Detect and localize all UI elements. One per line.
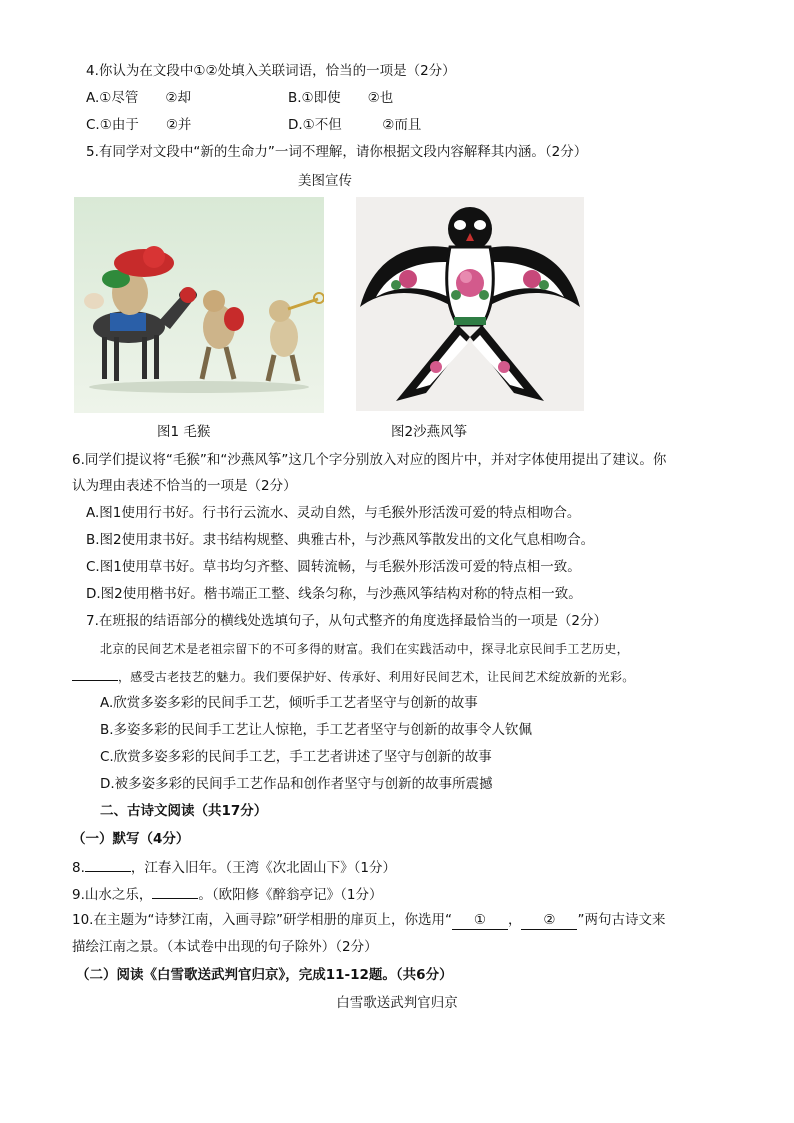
q8-line <box>72 857 396 877</box>
q9-tail: 。（欧阳修《醉翁亭记》（1分） <box>198 887 383 903</box>
poem-title: 白雪歌送武判官归京 <box>336 995 458 1011</box>
q10-line1 <box>72 911 665 930</box>
q7-passage-line2 <box>72 666 635 686</box>
q7-fill-blank <box>72 666 118 681</box>
section2-part2-title: （二）阅读《白雪歌送武判官归京》，完成11-12题。（共6分） <box>76 967 453 983</box>
q10-line2: 描绘江南之景。（本试卷中出现的句子除外）（2分） <box>72 939 378 955</box>
q4-option-b: B.①即使 ②也 <box>288 90 394 106</box>
q6-stem-line2: 认为理由表述不恰当的一项是（2分） <box>72 478 297 494</box>
image-section-title: 美图宣传 <box>298 173 352 189</box>
figure1-caption: 图1 毛猴 <box>157 424 211 440</box>
q8-number: 8. <box>72 860 85 876</box>
q7-passage-line2-text: ，感受古老技艺的魅力。我们要保护好、传承好、利用好民间艺术，让民间艺术绽放新的光彩。 <box>118 670 635 684</box>
q7-option-a: A.欣赏多姿多彩的民间手工艺，倾听手工艺者坚守与创新的故事 <box>100 695 478 711</box>
q8-blank <box>85 857 131 872</box>
q6-option-d: D.图2使用楷书好。楷书端正工整、线条匀称，与沙燕风筝结构对称的特点相一致。 <box>86 586 582 602</box>
q6-option-b: B.图2使用隶书好。隶书结构规整、典雅古朴，与沙燕风筝散发出的文化气息相吻合。 <box>86 532 595 548</box>
q4-option-c: C.①由于 ②并 <box>86 117 192 133</box>
q6-option-a: A.图1使用行书好。行书行云流水、灵动自然，与毛猴外形活泼可爱的特点相吻合。 <box>86 505 581 521</box>
q10-text-end: ”两句古诗文来 <box>577 912 666 928</box>
q7-option-b: B.多姿多彩的民间手工艺让人惊艳，手工艺者坚守与创新的故事令人钦佩 <box>100 722 533 738</box>
q7-option-d: D.被多姿多彩的民间手工艺作品和创作者坚守与创新的故事所震撼 <box>100 776 493 792</box>
figure-sha-yan-kite-image <box>356 197 584 411</box>
figure2-caption: 图2沙燕风筝 <box>391 424 468 440</box>
q10-comma: ， <box>507 912 522 928</box>
q4-option-a: A.①尽管 ②却 <box>86 90 191 106</box>
q10-blank-1: ① <box>452 911 508 930</box>
q9-blank <box>152 884 198 899</box>
figure-mao-hou-image <box>74 197 324 413</box>
section2-part1-title: （一）默写（4分） <box>72 831 190 847</box>
section2-title: 二、古诗文阅读（共17分） <box>100 803 268 819</box>
q6-stem-line1: 6.同学们提议将“毛猴”和“沙燕风筝”这几个字分别放入对应的图片中，并对字体使用提出了建议。你 <box>72 452 667 468</box>
q9-line <box>72 884 382 904</box>
q6-option-c: C.图1使用草书好。草书均匀齐整、圆转流畅，与毛猴外形活泼可爱的特点相一致。 <box>86 559 581 575</box>
q9-text: 9.山水之乐， <box>72 887 153 903</box>
q10-blank-2: ② <box>521 911 577 930</box>
q7-passage-line1: 北京的民间艺术是老祖宗留下的不可多得的财富。我们在实践活动中，探寻北京民间手工艺历史， <box>100 642 629 656</box>
q4-stem: 4.你认为在文段中①②处填入关联词语，恰当的一项是（2分） <box>86 63 456 79</box>
q4-option-d: D.①不但 ②而且 <box>288 117 422 133</box>
q7-option-c: C.欣赏多姿多彩的民间手工艺，手工艺者讲述了坚守与创新的故事 <box>100 749 492 765</box>
q8-text: ，江春入旧年。（王湾《次北固山下》（1分） <box>130 860 396 876</box>
q5-stem: 5.有同学对文段中“新的生命力”一词不理解，请你根据文段内容解释其内涵。（2分） <box>86 144 588 160</box>
q10-text-start: 10.在主题为“诗梦江南，入画寻踪”研学相册的扉页上，你选用“ <box>72 912 452 928</box>
q7-stem: 7.在班报的结语部分的横线处选填句子，从句式整齐的角度选择最恰当的一项是（2分） <box>86 613 607 629</box>
